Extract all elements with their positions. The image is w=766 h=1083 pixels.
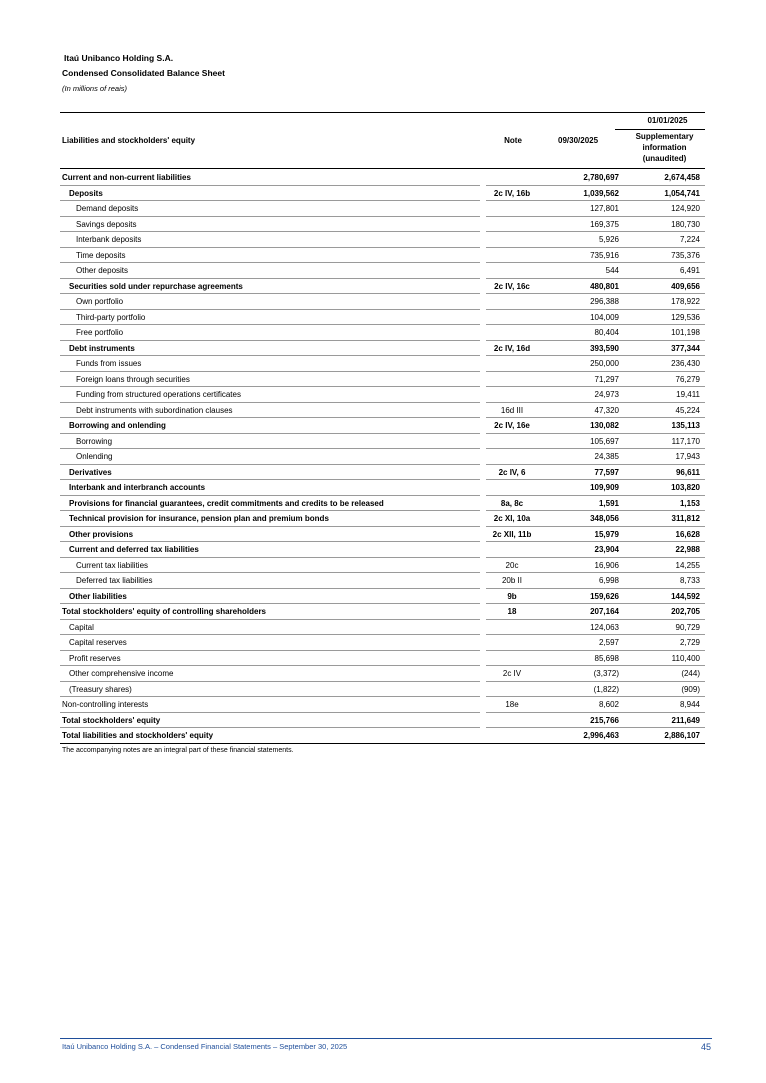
table-row <box>60 527 705 543</box>
row-label: Funding from structured operations certificates <box>76 390 241 399</box>
row-value-2025-01-01: 6,491 <box>679 266 700 275</box>
row-label: Current tax liabilities <box>76 560 149 570</box>
row-value-2025-01-01: 16,628 <box>675 529 700 539</box>
row-label: Other deposits <box>76 266 129 275</box>
row-value-2025-01-01: 8,733 <box>679 576 700 585</box>
row-label: Borrowing <box>76 436 113 446</box>
row-value-2025-09-30: 80,404 <box>594 328 619 337</box>
row-note: 8a, 8c <box>500 498 524 508</box>
row-label: Securities sold under repurchase agreements <box>69 281 243 291</box>
row-value-2025-09-30: 2,996,463 <box>583 731 619 740</box>
row-note: 18e <box>505 700 519 709</box>
row-value-2025-01-01: (244) <box>681 669 700 678</box>
row-label: Time deposits <box>76 250 126 260</box>
column-header-note: Note <box>504 136 522 145</box>
row-value-2025-09-30: 544 <box>605 266 619 275</box>
column-header-section: Liabilities and stockholders' equity <box>62 136 196 145</box>
table-row <box>60 170 705 186</box>
row-value-2025-09-30: 215,766 <box>590 715 619 725</box>
row-value-2025-01-01: 236,430 <box>671 359 700 368</box>
row-value-2025-09-30: 159,626 <box>590 591 619 601</box>
row-value-2025-09-30: 85,698 <box>594 653 619 663</box>
table-row <box>60 635 705 651</box>
table-row <box>60 279 705 295</box>
table-row <box>60 418 705 434</box>
supplementary-line-2: information <box>642 143 687 152</box>
row-label: Own portfolio <box>76 297 124 306</box>
row-value-2025-09-30: 169,375 <box>590 219 619 229</box>
row-label: Capital reserves <box>69 638 127 647</box>
page-number: 45 <box>700 1042 711 1052</box>
row-label: Onlending <box>76 452 113 461</box>
row-value-2025-09-30: 24,385 <box>594 452 619 461</box>
row-value-2025-09-30: 109,909 <box>590 483 619 492</box>
row-label: Third-party portfolio <box>76 312 146 322</box>
row-label: Total stockholders' equity <box>62 715 161 725</box>
row-note: 2c IV, 16b <box>493 188 531 198</box>
row-value-2025-01-01: 735,376 <box>671 250 700 260</box>
row-label: Profit reserves <box>69 653 121 663</box>
table-row <box>60 325 705 341</box>
footer-text: Itaú Unibanco Holding S.A. – Condensed Financial Statements – September 30, 2025 <box>62 1042 348 1051</box>
table-row <box>60 186 705 202</box>
row-value-2025-09-30: 480,801 <box>590 281 619 291</box>
row-value-2025-09-30: 1,039,562 <box>583 188 619 198</box>
row-label: Total stockholders' equity of controlling shareholders <box>62 607 267 616</box>
footnote: The accompanying notes are an integral part of these financial statements. <box>62 747 294 754</box>
row-value-2025-09-30: 16,906 <box>594 560 619 570</box>
date-header-rule <box>615 129 705 130</box>
row-value-2025-01-01: 311,812 <box>671 514 700 523</box>
row-label: Debt instruments <box>69 343 135 353</box>
row-value-2025-01-01: 7,224 <box>679 235 700 244</box>
column-header-supplementary <box>622 131 707 164</box>
row-note: 2c IV, 16c <box>494 281 530 291</box>
table-row <box>60 248 705 264</box>
row-label: Provisions for financial guarantees, credit commitments and credits to be released <box>69 498 384 508</box>
row-value-2025-01-01: 211,649 <box>671 715 700 725</box>
table-row <box>60 356 705 372</box>
row-value-2025-01-01: 90,729 <box>675 622 700 632</box>
table-row <box>60 372 705 388</box>
row-value-2025-01-01: 377,344 <box>671 343 700 353</box>
table-row <box>60 496 705 512</box>
row-label: Funds from issues <box>76 359 142 368</box>
table-row <box>60 310 705 326</box>
row-value-2025-01-01: 2,729 <box>679 638 700 647</box>
table-row <box>60 604 705 620</box>
row-note: 2c XII, 11b <box>492 529 532 539</box>
row-label: Demand deposits <box>76 204 139 213</box>
row-value-2025-01-01: 124,920 <box>671 204 700 213</box>
table-row <box>60 201 705 217</box>
row-value-2025-01-01: 110,400 <box>671 653 700 663</box>
table-row <box>60 480 705 496</box>
units-note: (In millions of reais) <box>62 84 128 93</box>
row-label: Interbank and interbranch accounts <box>69 483 206 492</box>
table-row <box>60 713 705 729</box>
row-value-2025-01-01: 180,730 <box>671 219 700 229</box>
row-divider <box>60 743 705 744</box>
table-row <box>60 449 705 465</box>
table-row <box>60 511 705 527</box>
table-row <box>60 465 705 481</box>
row-value-2025-09-30: 207,164 <box>590 607 619 616</box>
row-label: Other provisions <box>69 529 134 539</box>
table-row <box>60 651 705 667</box>
row-value-2025-01-01: 144,592 <box>671 591 700 601</box>
row-label: Borrowing and onlending <box>69 421 166 430</box>
row-label: Total liabilities and stockholders' equity <box>62 731 214 740</box>
row-note: 20c <box>505 560 519 570</box>
row-value-2025-01-01: 202,705 <box>671 607 700 616</box>
footer-rule <box>60 1038 712 1039</box>
row-value-2025-01-01: 178,922 <box>671 297 700 306</box>
row-value-2025-09-30: 130,082 <box>590 421 619 430</box>
row-value-2025-09-30: 6,998 <box>598 576 619 585</box>
row-value-2025-01-01: 409,656 <box>671 281 700 291</box>
row-label: Current and deferred tax liabilities <box>69 545 199 554</box>
row-note: 16d III <box>500 405 524 415</box>
row-label: Foreign loans through securities <box>76 374 190 384</box>
row-value-2025-09-30: 71,297 <box>594 374 619 384</box>
row-value-2025-09-30: 104,009 <box>590 312 619 322</box>
row-label: Deposits <box>69 188 103 198</box>
row-value-2025-09-30: 296,388 <box>590 297 619 306</box>
supplementary-line-1: Supplementary <box>635 132 694 141</box>
row-note: 20b II <box>501 576 522 585</box>
table-row <box>60 620 705 636</box>
row-value-2025-09-30: 24,973 <box>594 390 619 399</box>
row-label: Free portfolio <box>76 328 124 337</box>
row-value-2025-01-01: 76,279 <box>675 374 700 384</box>
row-value-2025-09-30: 47,320 <box>594 405 619 415</box>
table-row <box>60 434 705 450</box>
row-note: 2c IV, 16d <box>493 343 531 353</box>
row-label: Interbank deposits <box>76 235 142 244</box>
row-value-2025-09-30: 5,926 <box>598 235 619 244</box>
row-value-2025-09-30: 127,801 <box>590 204 619 213</box>
supplementary-line-3: (unaudited) <box>642 154 687 163</box>
row-note: 2c IV, 16e <box>494 421 530 430</box>
table-row <box>60 697 705 713</box>
row-value-2025-01-01: 8,944 <box>679 700 700 709</box>
row-value-2025-01-01: 14,255 <box>675 560 700 570</box>
row-value-2025-09-30: 23,904 <box>594 545 619 554</box>
row-value-2025-09-30: 2,780,697 <box>583 173 619 182</box>
row-value-2025-09-30: 15,979 <box>594 529 619 539</box>
row-value-2025-01-01: 96,611 <box>675 467 700 477</box>
table-row <box>60 558 705 574</box>
table-row <box>60 542 705 558</box>
row-value-2025-01-01: 2,886,107 <box>664 731 700 740</box>
table-row <box>60 728 705 744</box>
table-row <box>60 232 705 248</box>
row-label: Debt instruments with subordination clauses <box>76 405 233 415</box>
table-row <box>60 387 705 403</box>
table-row <box>60 217 705 233</box>
row-label: Technical provision for insurance, pension plan and premium bonds <box>69 514 329 523</box>
row-note: 9b <box>507 591 517 601</box>
row-value-2025-09-30: 1,591 <box>598 498 619 508</box>
column-header-2025-09-30: 09/30/2025 <box>558 136 599 145</box>
row-value-2025-01-01: 103,820 <box>671 483 700 492</box>
row-value-2025-01-01: 19,411 <box>676 390 700 399</box>
row-value-2025-09-30: 348,056 <box>590 514 619 523</box>
row-value-2025-09-30: 105,697 <box>590 436 619 446</box>
row-label: Other comprehensive income <box>69 669 174 678</box>
row-label: Savings deposits <box>76 219 137 229</box>
table-row <box>60 403 705 419</box>
table-row <box>60 589 705 605</box>
table-top-rule <box>60 112 705 113</box>
row-value-2025-01-01: (909) <box>681 684 700 694</box>
row-value-2025-09-30: 77,597 <box>594 467 619 477</box>
row-value-2025-09-30: (3,372) <box>593 669 619 678</box>
company-name: Itaú Unibanco Holding S.A. <box>64 53 174 63</box>
row-value-2025-01-01: 2,674,458 <box>664 173 700 182</box>
table-row <box>60 666 705 682</box>
row-value-2025-09-30: (1,822) <box>593 684 619 694</box>
row-value-2025-01-01: 45,224 <box>675 405 700 415</box>
row-value-2025-09-30: 124,063 <box>590 622 619 632</box>
row-value-2025-01-01: 117,170 <box>671 436 700 446</box>
column-header-date-2025-01-01: 01/01/2025 <box>647 116 688 125</box>
table-row <box>60 263 705 279</box>
table-body <box>60 170 705 744</box>
table-row <box>60 341 705 357</box>
row-label: Non-controlling interests <box>62 700 149 709</box>
table-row <box>60 682 705 698</box>
row-label: Current and non-current liabilities <box>62 173 191 182</box>
row-value-2025-01-01: 22,988 <box>675 545 700 554</box>
row-label: (Treasury shares) <box>69 684 132 694</box>
row-label: Deferred tax liabilities <box>76 576 153 585</box>
row-value-2025-09-30: 8,602 <box>598 700 619 709</box>
table-row <box>60 294 705 310</box>
row-note: 18 <box>507 607 517 616</box>
row-value-2025-09-30: 735,916 <box>590 250 619 260</box>
row-value-2025-01-01: 135,113 <box>671 421 700 430</box>
row-value-2025-01-01: 1,054,741 <box>664 188 700 198</box>
row-value-2025-09-30: 393,590 <box>590 343 619 353</box>
row-label: Capital <box>69 622 94 632</box>
row-note: 2c XI, 10a <box>493 514 531 523</box>
row-value-2025-01-01: 1,153 <box>679 498 700 508</box>
row-value-2025-09-30: 2,597 <box>598 638 619 647</box>
row-value-2025-01-01: 129,536 <box>671 312 700 322</box>
row-note: 2c IV <box>502 669 522 678</box>
table-row <box>60 573 705 589</box>
row-value-2025-01-01: 17,943 <box>675 452 700 461</box>
row-value-2025-09-30: 250,000 <box>590 359 619 368</box>
header-bottom-rule <box>60 168 705 169</box>
row-label: Other liabilities <box>69 591 127 601</box>
row-note: 2c IV, 6 <box>498 467 526 477</box>
row-label: Derivatives <box>69 467 112 477</box>
statement-title: Condensed Consolidated Balance Sheet <box>62 68 225 78</box>
row-value-2025-01-01: 101,198 <box>671 328 700 337</box>
